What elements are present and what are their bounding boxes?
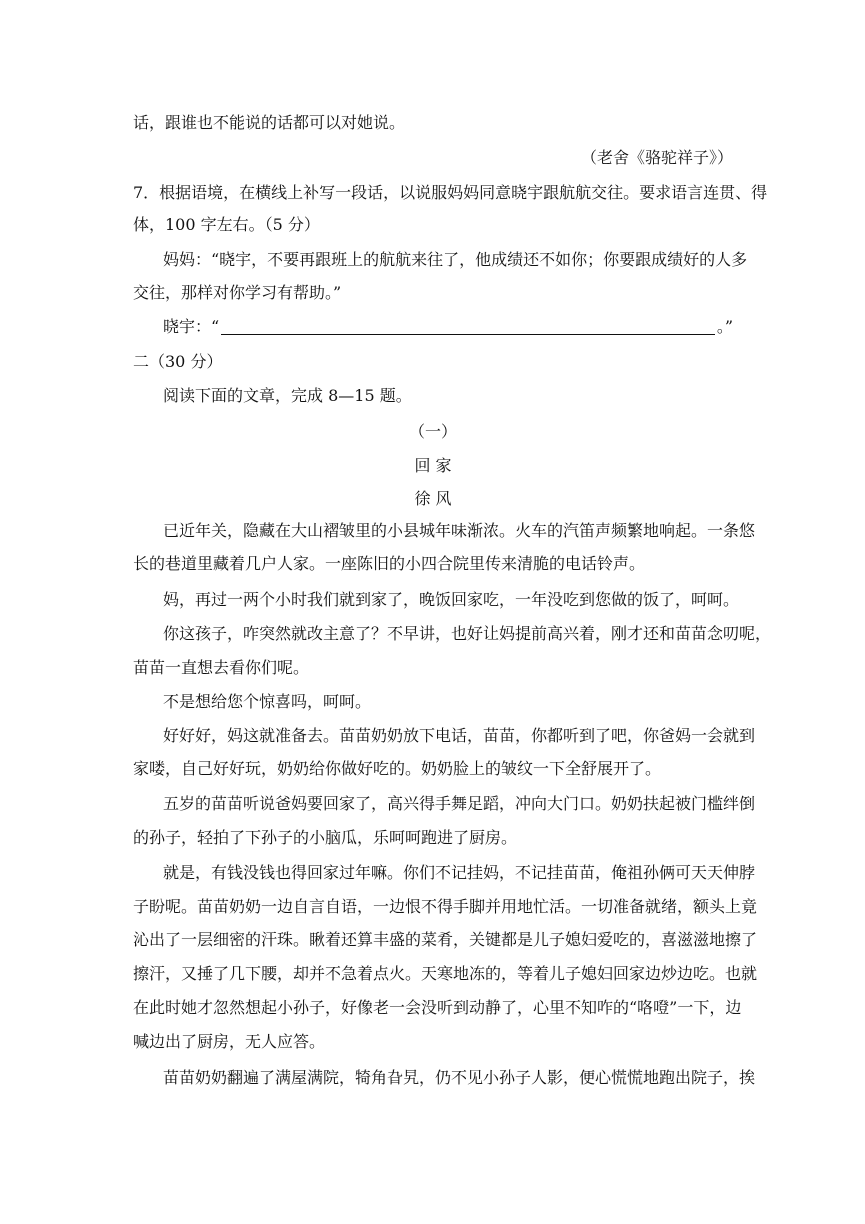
- story-line: 子盼呢。苗苗奶奶一边自言自语，一边恨不得手脚并用地忙活。一切准备就绪，额头上竟: [133, 897, 758, 916]
- part-label: （一）: [408, 422, 457, 441]
- section-2-heading: 二（30 分）: [133, 352, 223, 371]
- story-line: 你这孩子，咋突然就改主意了？不早讲，也好让妈提前高兴着，刚才还和苗苗念叨呢，: [163, 624, 772, 643]
- xiaoyu-suffix: 。”: [716, 317, 733, 336]
- story-line: 沁出了一层细密的汗珠。瞅着还算丰盛的菜肴，关键都是儿子媳妇爱吃的，喜滋滋地擦了: [133, 930, 758, 949]
- story-line: 妈，再过一两个小时我们就到家了，晚饭回家吃，一年没吃到您做的饭了，呵呵。: [163, 590, 740, 609]
- story-line: 好好好，妈这就准备去。苗苗奶奶放下电话，苗苗，你都听到了吧，你爸妈一会就到: [163, 726, 756, 745]
- answer-blank-line[interactable]: [221, 318, 715, 335]
- story-line: 苗苗奶奶翻遍了满屋满院，犄角旮旯，仍不见小孙子人影，便心慌慌地跑出院子，挨: [163, 1068, 756, 1087]
- xiaoyu-prefix: 晓宇：“: [163, 317, 220, 336]
- story-line: 苗苗一直想去看你们呢。: [133, 658, 310, 677]
- mom-dialogue-line-2: 交往，那样对你学习有帮助。”: [133, 283, 342, 302]
- story-line: 已近年关，隐藏在大山褶皱里的小县城年味渐浓。火车的汽笛声频繁地响起。一条悠: [163, 521, 756, 540]
- story-line: 家喽，自己好好玩，奶奶给你做好吃的。奶奶脸上的皱纹一下全舒展开了。: [133, 759, 662, 778]
- story-line: 的孙子，轻拍了下孙子的小脑瓜，乐呵呵跑进了厨房。: [133, 828, 518, 847]
- story-author: 徐 风: [414, 489, 452, 508]
- story-line: 长的巷道里藏着几户人家。一座陈旧的小四合院里传来清脆的电话铃声。: [133, 554, 646, 573]
- story-line: 就是，有钱没钱也得回家过年嘛。你们不记挂妈，不记挂苗苗，俺祖孙俩可天天伸脖: [163, 863, 756, 882]
- story-line: 五岁的苗苗听说爸妈要回家了，高兴得手舞足蹈，冲向大门口。奶奶扶起被门槛绊倒: [163, 794, 756, 813]
- story-line: 不是想给您个惊喜吗，呵呵。: [163, 692, 372, 711]
- story-line: 擦汗，又捶了几下腰，却并不急着点火。天寒地冻的，等着儿子媳妇回家边炒边吃。也就: [133, 964, 758, 983]
- reading-instruction: 阅读下面的文章，完成 8—15 题。: [163, 386, 412, 405]
- q7-prompt-line-2: 体，100 字左右。（5 分）: [133, 215, 320, 234]
- story-line: 喊边出了厨房，无人应答。: [133, 1032, 326, 1051]
- mom-dialogue-line-1: 妈妈：“晓宇，不要再跟班上的航航来往了，他成绩还不如你；你要跟成绩好的人多: [163, 250, 748, 269]
- story-title: 回 家: [414, 456, 452, 475]
- story-line: 在此时她才忽然想起小孙子，好像老一会没听到动静了，心里不知咋的“咯噔”一下，边: [133, 998, 742, 1017]
- excerpt-end-line: 话，跟谁也不能说的话都可以对她说。: [133, 113, 406, 132]
- citation: （老舍《骆驼祥子》）: [580, 148, 733, 167]
- xiaoyu-answer-row: [163, 316, 733, 338]
- q7-prompt-line-1: 7．根据语境，在横线上补写一段话，以说服妈妈同意晓宇跟航航交往。要求语言连贯、得: [133, 183, 768, 202]
